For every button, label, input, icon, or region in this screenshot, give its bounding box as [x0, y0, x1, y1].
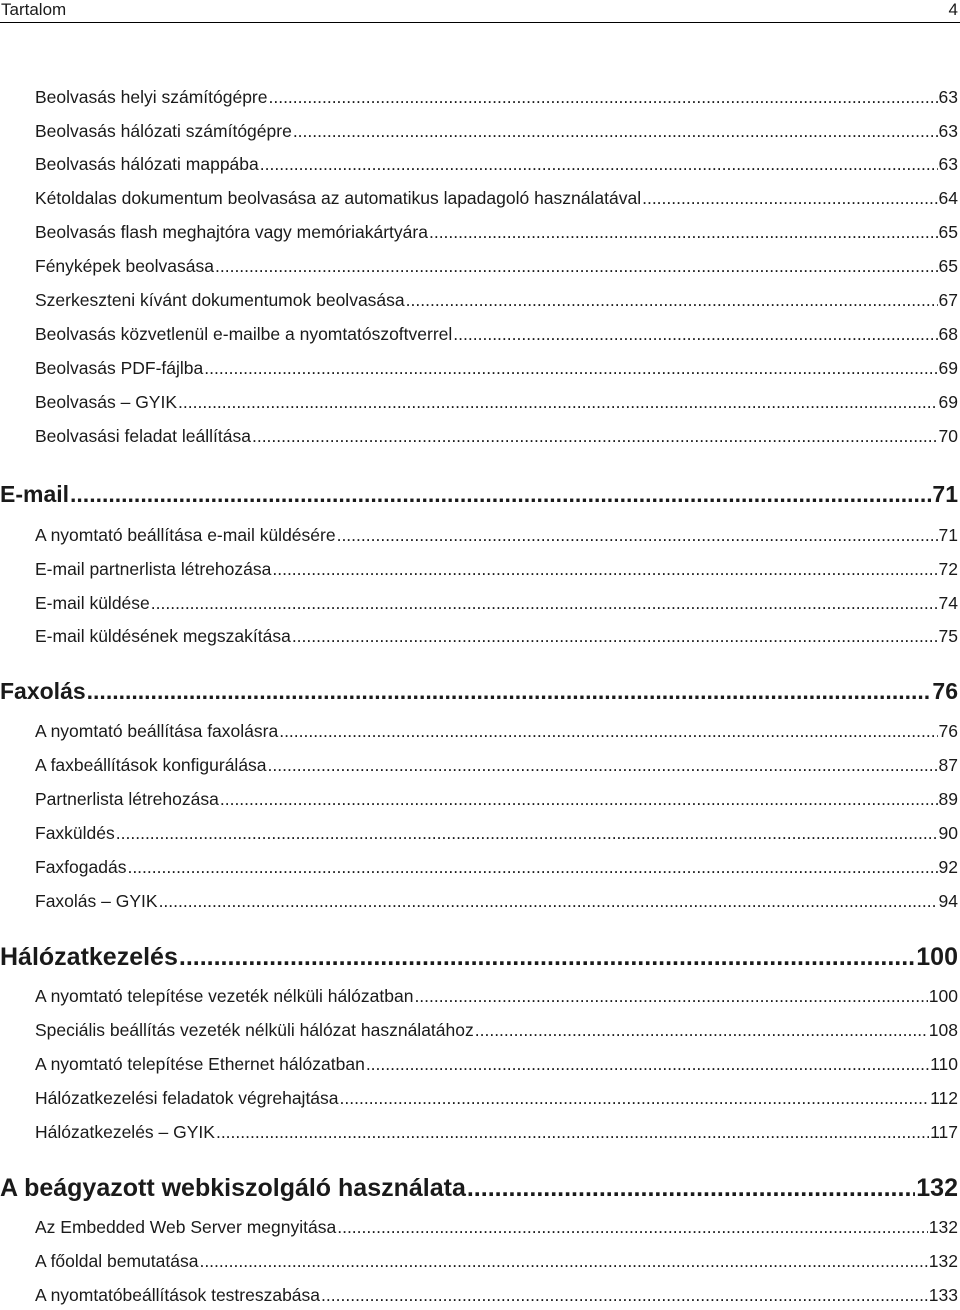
toc-entry-page-number: 90: [938, 823, 958, 843]
dot-leader: [199, 1249, 927, 1273]
dot-leader: [642, 186, 937, 210]
toc-entry-title: Beolvasás helyi számítógépre: [35, 87, 268, 107]
dot-leader: [260, 152, 938, 176]
toc-entry[interactable]: [35, 1086, 958, 1110]
toc-entry[interactable]: [35, 591, 958, 615]
toc-entry[interactable]: [35, 1249, 958, 1273]
toc-entry-page-number: 71: [932, 481, 958, 507]
toc-entry[interactable]: [35, 1120, 958, 1144]
dot-leader: [429, 220, 938, 244]
dot-leader: [279, 719, 937, 743]
toc-entry[interactable]: [35, 557, 958, 581]
toc-entry-title: A nyomtató telepítése vezeték nélküli hálózatban: [35, 986, 414, 1006]
dot-leader: [340, 1086, 930, 1110]
dot-leader: [337, 523, 938, 547]
toc-entry-title: E-mail küldése: [35, 593, 150, 613]
dot-leader: [252, 424, 938, 448]
dot-leader: [204, 356, 937, 380]
dot-leader: [475, 1018, 928, 1042]
header-divider: [0, 22, 960, 23]
toc-entry-title: A nyomtatóbeállítások testreszabása: [35, 1285, 321, 1305]
toc-entry[interactable]: [0, 676, 958, 706]
toc-entry-page-number: 65: [938, 222, 958, 242]
toc-entry[interactable]: [35, 322, 958, 346]
toc-entry-page-number: 76: [938, 721, 958, 741]
dot-leader: [220, 787, 938, 811]
dot-leader: [337, 1215, 928, 1239]
toc-entry-title: Faxolás: [0, 678, 86, 704]
toc-entry-page-number: 76: [932, 678, 958, 704]
toc-entry-title: Beolvasás flash meghajtóra vagy memóriakártyára: [35, 222, 428, 242]
toc-entry-title: Beolvasási feladat leállítása: [35, 426, 251, 446]
page-header: [0, 0, 960, 22]
toc-entry[interactable]: [35, 152, 958, 176]
toc-entry-title: A faxbeállítások konfigurálása: [35, 755, 267, 775]
dot-leader: [414, 984, 927, 1008]
dot-leader: [453, 322, 937, 346]
toc-entry[interactable]: [35, 1215, 958, 1239]
toc-entry[interactable]: [35, 787, 958, 811]
dot-leader: [366, 1052, 929, 1076]
dot-leader: [406, 288, 938, 312]
dot-leader: [467, 1172, 915, 1204]
toc-entry-page-number: 94: [938, 891, 958, 911]
toc-entry-page-number: 69: [938, 392, 958, 412]
dot-leader: [87, 676, 932, 706]
dot-leader: [216, 1120, 929, 1144]
toc-entry-page-number: 100: [916, 943, 958, 971]
toc-entry-title: A nyomtató beállítása e-mail küldésére: [35, 525, 336, 545]
dot-leader: [179, 941, 915, 973]
toc-entry[interactable]: [35, 288, 958, 312]
toc-entry-page-number: 87: [938, 755, 958, 775]
toc-entry-title: E-mail: [0, 481, 70, 507]
toc-entry-page-number: 133: [928, 1285, 958, 1305]
toc-entry-page-number: 110: [930, 1054, 958, 1074]
toc-entry[interactable]: [35, 254, 958, 278]
toc-entry-page-number: 132: [928, 1217, 958, 1237]
toc-entry[interactable]: [35, 356, 958, 380]
toc-entry-title: Kétoldalas dokumentum beolvasása az automatikus lapadagoló használatával: [35, 188, 642, 208]
toc-entry-title: E-mail partnerlista létrehozása: [35, 559, 272, 579]
toc-entry-title: Hálózatkezelés – GYIK: [35, 1122, 215, 1142]
dot-leader: [159, 889, 938, 913]
dot-leader: [116, 821, 938, 845]
toc-entry-title: A főoldal bemutatása: [35, 1251, 199, 1271]
toc-entry-page-number: 70: [938, 426, 958, 446]
toc-entry-page-number: 63: [938, 121, 958, 141]
toc-entry-title: Az Embedded Web Server megnyitása: [35, 1217, 337, 1237]
toc-entry[interactable]: [35, 984, 958, 1008]
toc-entry-page-number: 63: [938, 154, 958, 174]
toc-entry-page-number: 68: [938, 324, 958, 344]
toc-entry-page-number: 117: [930, 1122, 958, 1142]
page-number: 4: [948, 0, 958, 19]
toc-entry-page-number: 65: [938, 256, 958, 276]
toc-entry[interactable]: [35, 424, 958, 448]
page-header-title: Tartalom: [1, 0, 67, 19]
toc-entry-page-number: 75: [938, 626, 958, 646]
toc-entry-title: Hálózatkezelés: [0, 943, 178, 971]
toc-entry-page-number: 132: [916, 1174, 958, 1202]
toc-entry-title: Hálózatkezelési feladatok végrehajtása: [35, 1088, 339, 1108]
dot-leader: [178, 390, 938, 414]
toc-entry-title: Beolvasás hálózati számítógépre: [35, 121, 292, 141]
toc-entry-page-number: 92: [938, 857, 958, 877]
toc-entry[interactable]: [35, 523, 958, 547]
toc-entry[interactable]: [35, 1018, 958, 1042]
toc-entry-title: A nyomtató beállítása faxolásra: [35, 721, 279, 741]
toc-entry[interactable]: [35, 719, 958, 743]
dot-leader: [321, 1283, 928, 1307]
toc-entry-page-number: 112: [930, 1088, 958, 1108]
toc-entry-title: Faxküldés: [35, 823, 115, 843]
toc-entry-title: Faxfogadás: [35, 857, 127, 877]
dot-leader: [272, 557, 937, 581]
dot-leader: [293, 119, 938, 143]
dot-leader: [268, 85, 937, 109]
toc-entry[interactable]: [35, 220, 958, 244]
toc-entry-page-number: 71: [938, 525, 958, 545]
toc-entry-title: Fényképek beolvasása: [35, 256, 214, 276]
dot-leader: [268, 753, 938, 777]
toc-entry-title: Beolvasás hálózati mappába: [35, 154, 259, 174]
toc-entry-title: Beolvasás – GYIK: [35, 392, 178, 412]
toc-entry-title: Faxolás – GYIK: [35, 891, 158, 911]
toc-entry-title: A beágyazott webkiszolgáló használata: [0, 1174, 466, 1202]
toc-entry-title: A nyomtató telepítése Ethernet hálózatban: [35, 1054, 365, 1074]
toc-entry[interactable]: [35, 753, 958, 777]
toc-entry-page-number: 74: [938, 593, 958, 613]
toc-entry-title: Partnerlista létrehozása: [35, 789, 219, 809]
toc-entry[interactable]: [35, 1052, 958, 1076]
toc-entry-page-number: 89: [938, 789, 958, 809]
toc-entry-page-number: 108: [928, 1020, 958, 1040]
toc-entry[interactable]: [35, 119, 958, 143]
toc-entry[interactable]: [0, 941, 958, 973]
toc-entry-page-number: 72: [938, 559, 958, 579]
toc-entry[interactable]: [0, 479, 958, 509]
dot-leader: [127, 855, 937, 879]
toc-entry[interactable]: [35, 624, 958, 648]
toc-entry-page-number: 67: [938, 290, 958, 310]
dot-leader: [215, 254, 938, 278]
dot-leader: [292, 624, 938, 648]
toc-entry-title: Beolvasás közvetlenül e-mailbe a nyomtatószoftverrel: [35, 324, 453, 344]
toc-entry[interactable]: [35, 1283, 958, 1307]
toc-entry[interactable]: [0, 1172, 958, 1204]
toc-entry[interactable]: [35, 821, 958, 845]
toc-entry[interactable]: [35, 85, 958, 109]
toc-entry[interactable]: [35, 390, 958, 414]
toc-entry-title: Beolvasás PDF-fájlba: [35, 358, 204, 378]
toc-entry-page-number: 63: [938, 87, 958, 107]
toc-entry-page-number: 64: [938, 188, 958, 208]
toc-entry-page-number: 69: [938, 358, 958, 378]
toc-entry[interactable]: [35, 855, 958, 879]
toc-entry-title: Speciális beállítás vezeték nélküli hálózat használatához: [35, 1020, 474, 1040]
toc-entry[interactable]: [35, 889, 958, 913]
dot-leader: [70, 479, 931, 509]
dot-leader: [151, 591, 938, 615]
toc-entry-page-number: 132: [928, 1251, 958, 1271]
toc-entry-page-number: 100: [928, 986, 958, 1006]
toc-entry-title: Szerkeszteni kívánt dokumentumok beolvasása: [35, 290, 405, 310]
toc-entry[interactable]: [35, 186, 958, 210]
toc-entry-title: E-mail küldésének megszakítása: [35, 626, 291, 646]
